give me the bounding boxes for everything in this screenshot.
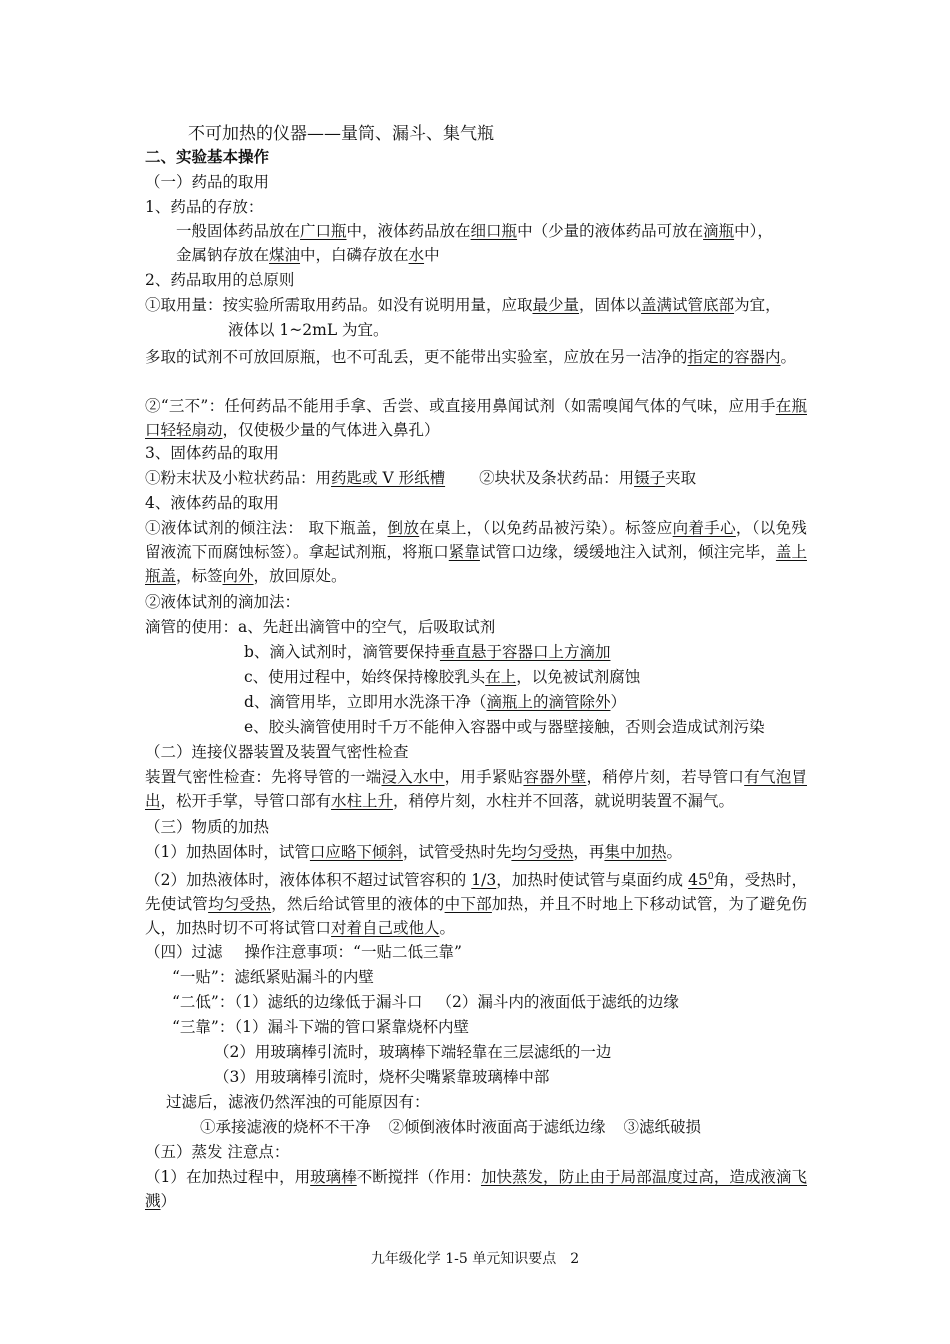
p2-title: 2、药品取用的总原则 <box>145 271 295 289</box>
filter-causes: ①承接滤液的烧杯不干净 ②倾倒液体时液面高于滤纸边缘 ③滤纸破损 <box>200 1118 702 1136</box>
dropper-d: d、滴管用毕，立即用水洗涤干净（滴瓶上的滴管除外） <box>244 693 626 711</box>
filter-two: “二低”：（1）滤纸的边缘低于漏斗口 （2）漏斗内的液面低于滤纸的边缘 <box>172 993 679 1011</box>
s4-title-line: （四）过滤 操作注意事项：“一贴二低三靠” <box>145 943 462 961</box>
s2-para: 装置气密性检查：先将导管的一端浸入水中，用手紧贴容器外壁，稍停片刻，若导管口有气泡冒出，松开手掌，导管口部有水柱上升，稍停片刻，水柱并不回落，就说明装置不漏气。 <box>145 768 807 810</box>
degree-sup: 0 <box>707 872 714 882</box>
filter-three-2: （2）用玻璃棒引流时，玻璃棒下端轻靠在三层滤纸的一边 <box>214 1043 612 1061</box>
p4-drop-title: ②液体试剂的滴加法： <box>145 593 301 611</box>
p2-para-excess: 多取的试剂不可放回原瓶，也不可乱丢，更不能带出实验室，应放在另一洁净的指定的容器内。 <box>145 348 797 366</box>
dropper-e: e、胶头滴管使用时千万不能伸入容器中或与器壁接触，否则会造成试剂污染 <box>244 718 765 736</box>
filter-cause-title: 过滤后，滤液仍然浑浊的可能原因有： <box>166 1093 430 1111</box>
s2-title: （二）连接仪器装置及装置气密性检查 <box>145 743 409 761</box>
p3-line1: ①粉末状及小粒状药品：用药匙或 V 形纸槽 ②块状及条状药品：用镊子夹取 <box>145 469 697 487</box>
p4-pour-para: ①液体试剂的倾注法： 取下瓶盖，倒放在桌上，（以免药品被污染）。标签应向着手心，（以免残留液流下而腐蚀标签）。拿起试剂瓶，将瓶口紧靠试管口边缘，缓缓地注入试剂，倾注完毕，盖上瓶盖，标签向外，放回原处。 <box>145 519 807 585</box>
p4-title: 4、液体药品的取用 <box>145 494 279 512</box>
p2-line2: 液体以 1~2mL 为宜。 <box>228 321 389 339</box>
p1-line2: 金属钠存放在煤油中，白磷存放在水中 <box>176 246 440 264</box>
s5-para: （1）在加热过程中，用玻璃棒不断搅拌（作用：加快蒸发，防止由于局部温度过高，造成液滴飞溅） <box>145 1168 807 1210</box>
intro-line: 不可加热的仪器——量筒、漏斗、集气瓶 <box>188 124 494 144</box>
section-heading: 二、实验基本操作 <box>145 147 270 166</box>
dropper-c: c、使用过程中，始终保持橡胶乳头在上，以免被试剂腐蚀 <box>244 668 641 686</box>
s3-para2: （2）加热液体时，液体体积不超过试管容积的 1/3，加热时使试管与桌面约成 $45^0$角，受热时，先使试管均匀受热，然后给试管里的液体的中下部加热，并且不时地上下移动试管，为了避免伤人，加热时切不可将试管口对着自己或他人。 <box>145 871 807 938</box>
p3-title: 3、固体药品的取用 <box>145 444 279 462</box>
dropper-a: 滴管的使用：a、先赶出滴管中的空气，后吸取试剂 <box>145 618 496 636</box>
s3-line1: （1）加热固体时，试管口应略下倾斜，试管受热时先均匀受热，再集中加热。 <box>145 843 682 861</box>
s5-title: （五）蒸发 注意点： <box>145 1143 290 1161</box>
dropper-b: b、滴入试剂时，滴管要保持垂直悬于容器口上方滴加 <box>244 643 611 661</box>
s1-title: （一）药品的取用 <box>145 173 270 191</box>
p2-line1: ①取用量：按实验所需取用药品。如没有说明用量，应取最少量，固体以盖满试管底部为宜， <box>145 296 781 314</box>
filter-three-3: （3）用玻璃棒引流时，烧杯尖嘴紧靠玻璃棒中部 <box>214 1068 550 1086</box>
p1-title: 1、药品的存放： <box>145 198 264 216</box>
s3-title: （三）物质的加热 <box>145 818 270 836</box>
p1-line1: 一般固体药品放在广口瓶中，液体药品放在细口瓶中（少量的液体药品可放在滴瓶中）， <box>176 222 773 240</box>
p2-para-three-no: ②“三不”：任何药品不能用手拿、舌尝、或直接用鼻闻试剂（如需嗅闻气体的气味，应用手在瓶口轻轻扇动，仅使极少量的气体进入鼻孔） <box>145 397 807 439</box>
filter-one: “一贴”：滤纸紧贴漏斗的内壁 <box>172 968 374 986</box>
page-footer: 九年级化学 1-5 单元知识要点 2 <box>370 1251 580 1267</box>
filter-three-1: “三靠”：（1）漏斗下端的管口紧靠烧杯内壁 <box>172 1018 469 1036</box>
